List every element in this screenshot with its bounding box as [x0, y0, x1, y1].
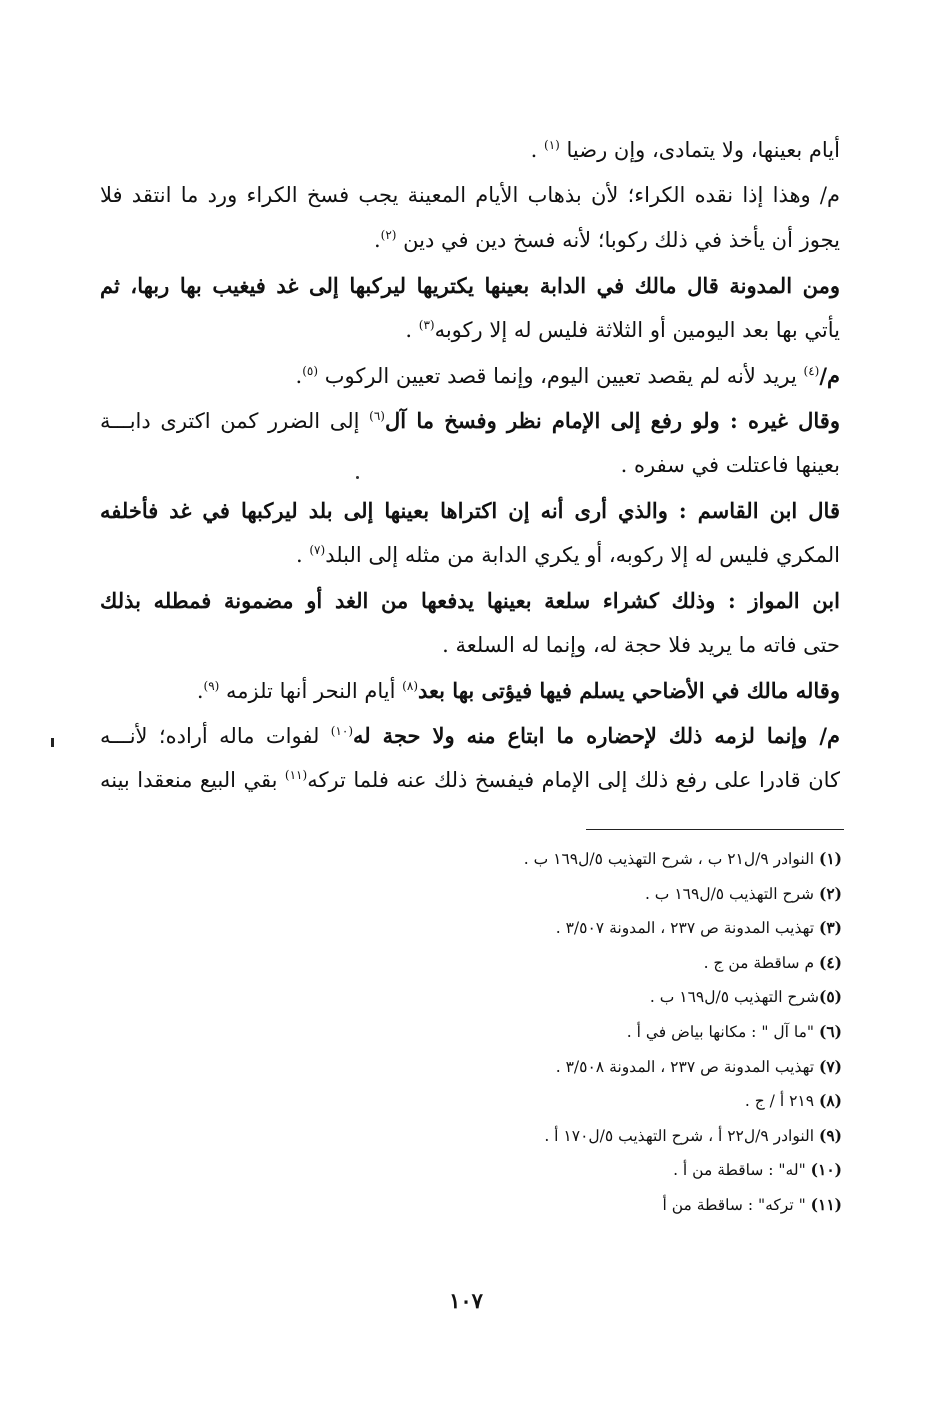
footnote — [322, 1019, 842, 1054]
footnote-number: (٥) — [818, 987, 842, 1007]
line-text: يريد لأنه لم يقصد تعيين اليوم، وإنما قصد تعيين الركوب — [324, 364, 804, 388]
line-text: . — [196, 679, 204, 703]
line-text: حتى فاته ما يريد فلا حجة له، وإنما له السلعة . — [442, 633, 840, 657]
footnote-number: (٩) — [818, 1125, 842, 1145]
line-text: أيام بعينها، ولا يتمادى، وإن رضيا — [566, 138, 840, 162]
text-line — [100, 218, 840, 263]
footnote-number: (١١) — [810, 1194, 842, 1214]
footnote — [322, 915, 842, 950]
main-text — [100, 128, 840, 803]
footnote — [322, 984, 842, 1019]
footnote-ref[interactable]: (٢) — [380, 228, 397, 242]
footnote — [322, 1123, 842, 1158]
line-text: م/ وإنما لزمه ذلك لإحضاره ما ابتاع منه ولا حجة له — [353, 723, 840, 748]
line-text: . — [405, 318, 419, 342]
footnote-ref[interactable]: (٣) — [418, 318, 435, 332]
footnote-ref[interactable]: (١١) — [284, 768, 308, 782]
margin-mark — [51, 738, 54, 747]
text-line — [100, 488, 840, 533]
footnote-ref[interactable]: (١) — [544, 138, 560, 152]
line-text: يجوز أن يأخذ في ذلك ركوبا؛ لأنه فسخ دين في دين — [403, 228, 840, 252]
footnote-number: (٧) — [818, 1056, 842, 1076]
footnotes — [322, 846, 842, 1227]
footnote — [322, 846, 842, 881]
text-line — [100, 263, 840, 308]
footnote-ref[interactable]: (٩) — [203, 679, 220, 693]
text-line — [100, 173, 840, 218]
line-text: م/ وهذا إذا نقده الكراء؛ لأن بذهاب الأيام المعينة يجب فسخ الكراء ورد ما انتقد فلا — [100, 183, 840, 207]
footnote-text: شرح التهذيب ٥/ل١٦٩ ب . — [649, 988, 819, 1007]
footnote-divider — [586, 829, 844, 830]
line-text: كان قادرا على رفع ذلك إلى الإمام فيفسخ ذلك عنه فلما تركه — [307, 768, 840, 792]
text-line — [100, 533, 840, 578]
line-text: لفوات ماله أراده؛ لأنـــه — [100, 724, 331, 748]
text-line — [100, 353, 840, 398]
footnote-ref[interactable]: (٧) — [309, 543, 326, 557]
footnote-ref[interactable]: (٤) — [803, 364, 820, 378]
text-line — [100, 623, 840, 668]
footnote-ref[interactable]: (٦) — [369, 409, 385, 423]
footnote-text: " تركه" : ساقطة من أ — [662, 1195, 806, 1214]
footnote-ref[interactable]: (٥) — [302, 364, 319, 378]
line-text: . — [373, 228, 381, 252]
footnote-text: ٢١٩ أ / ج . — [744, 1092, 815, 1111]
text-line — [100, 128, 840, 173]
text-line — [100, 713, 840, 758]
line-text: قال ابن القاسم : والذي أرى أنه إن اكتراها بعينها إلى بلد ليركبها في غد فأخلفه — [100, 498, 840, 523]
line-text: . — [296, 543, 310, 567]
footnote — [322, 1088, 842, 1123]
footnote-text: "له" : ساقطة من أ . — [673, 1161, 806, 1180]
line-text: . — [295, 364, 303, 388]
footnote-text: شرح التهذيب ٥/ل١٦٩ ب . — [644, 884, 815, 903]
text-line — [100, 443, 840, 488]
line-text: المكري فليس له إلا ركوبه، أو يكري الدابة من مثله إلى البلد — [325, 543, 840, 567]
line-text: ابن المواز : وذلك كشراء سلعة بعينها يدفعها من الغد أو مضمونة فمطله بذلك — [100, 588, 840, 613]
footnote — [322, 1054, 842, 1089]
footnote — [322, 1192, 842, 1227]
footnote-text: تهذيب المدونة ص ٢٣٧ ، المدونة ٣/٥٠٧ . — [555, 919, 815, 938]
line-text: أيام النحر أنها تلزمه — [226, 679, 403, 703]
footnote-text: تهذيب المدونة ص ٢٣٧ ، المدونة ٣/٥٠٨ . — [555, 1057, 815, 1076]
footnote-ref[interactable]: (٨) — [402, 679, 418, 693]
footnote-text: النوادر ٩/ل٢١ ب ، شرح التهذيب ٥/ل١٦٩ ب . — [523, 850, 815, 868]
text-line — [100, 578, 840, 623]
footnote — [322, 881, 842, 916]
line-text: ومن المدونة قال مالك في الدابة بعينها يكتريها ليركبها إلى غد فيغيب بها ربها، ثم — [100, 273, 840, 298]
footnote-number: (١) — [818, 849, 842, 868]
page-number: ١٠٧ — [449, 1288, 483, 1313]
footnote — [322, 950, 842, 985]
footnote-number: (٤) — [818, 952, 842, 972]
footnote-text: "ما آل " : مكانها بياض في أ . — [626, 1022, 815, 1041]
line-text: إلى الضرر كمن اكترى دابـــة — [100, 409, 370, 433]
text-line — [100, 758, 840, 803]
footnote — [322, 1157, 842, 1192]
text-line — [100, 308, 840, 353]
line-text: بعينها فاعتلت في سفره . — [620, 453, 840, 477]
footnote-ref[interactable]: (١٠) — [330, 724, 353, 738]
line-text: . — [530, 138, 544, 162]
footnote-text: النوادر ٩/ل٢٢ أ ، شرح التهذيب ٥/ل١٧٠ أ . — [544, 1126, 815, 1145]
line-text: بقي البيع منعقدا بينه — [100, 768, 285, 792]
footnote-number: (٢) — [818, 883, 842, 903]
footnote-text: م ساقطة من ج . — [703, 953, 815, 972]
footnote-number: (٨) — [818, 1091, 842, 1111]
footnote-number: (٣) — [818, 918, 842, 938]
footnote-number: (١٠) — [810, 1160, 842, 1180]
line-text: وقاله مالك في الأضاحي يسلم فيها فيؤتى بها بعد — [418, 678, 840, 703]
speck — [356, 476, 359, 479]
text-line — [100, 668, 840, 713]
footnote-number: (٦) — [818, 1021, 842, 1041]
text-line — [100, 398, 840, 443]
line-text: يأتي بها بعد اليومين أو الثلاثة فليس له إلا ركوبه — [434, 318, 840, 342]
line-text: م/ — [819, 363, 840, 388]
line-text: وقال غيره : ولو رفع إلى الإمام نظر وفسخ ما آل — [384, 408, 840, 433]
